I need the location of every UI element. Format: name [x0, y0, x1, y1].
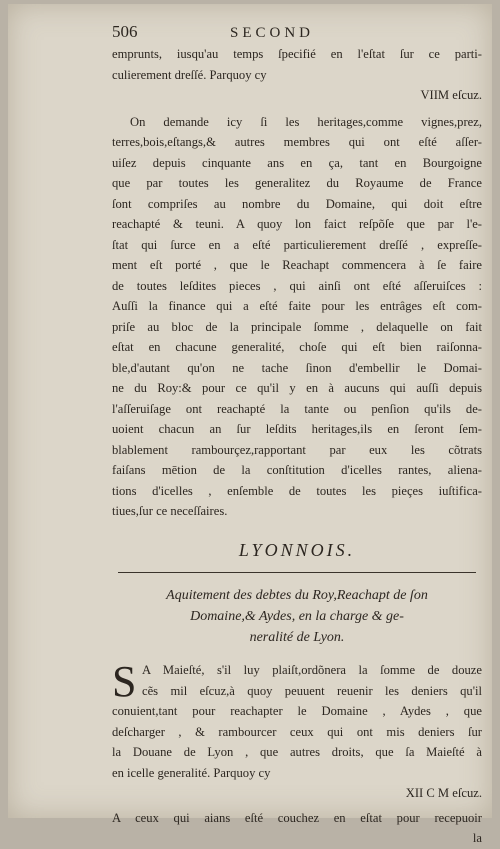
text-line: priſe au bloc de la principale ſomme , delaquelle on fait — [112, 319, 482, 334]
text-line: uiſez depuis cinquante ans en ça, tant en Bourgoigne — [112, 155, 482, 170]
text-line: la Douane de Lyon , que autres droits, que ſa Maieſté à — [112, 745, 482, 759]
drop-cap: S — [112, 657, 137, 706]
text-line: que par toutes les generalitez du Royaume de France — [112, 176, 482, 190]
text-line: tions d'icelles , enſemble de toutes les pieçes iuſtifica- — [112, 483, 482, 498]
text-line: A ceux qui aians eſté couchez en eſtat pour recepuoir — [112, 810, 482, 825]
text-line: ſtat qui ſurce en a eſté particulierement dreſſé , expreſſe- — [112, 237, 482, 252]
text-line: terres,bois,eſtangs,& autres membres qui ont eſté aſſer- — [112, 135, 482, 149]
amount-line: VIIM eſcuz. — [420, 88, 482, 102]
text-line: culierement dreſſé. Parquoy cy — [112, 67, 267, 82]
text-line: cẽs mil eſcuz,à quoy peuuent reuenir les deniers qu'il — [142, 683, 482, 698]
text-line: en icelle generalité. Parquoy cy — [112, 765, 271, 780]
text-line: faiſans mētion de la conſtitution d'icelles rantes, aliena- — [112, 463, 482, 477]
text-line: emprunts, iusqu'au temps ſpecifié en l'eſtat ſur ce parti- — [112, 47, 482, 61]
closing-text — [112, 808, 482, 849]
text-line: uoient chacun an ſur leſdits heritages,ils en ſeront ſem- — [112, 422, 482, 436]
text-line: ment eſt porté , que le Reachapt commencera à ſe faire — [112, 258, 482, 272]
text-line: l'aſſeruiſage ont reachapté la tante ou penſion qu'ils de- — [112, 401, 482, 416]
section-subtitle — [112, 585, 482, 648]
amount-line: XII C M eſcuz. — [405, 786, 482, 800]
page-header — [112, 22, 482, 44]
subtitle-line: neralité de Lyon. — [249, 630, 345, 645]
subtitle-line: Aquitement des debtes du Roy,Reachapt de ſon — [166, 588, 428, 603]
subtitle-line: Domaine,& Aydes, en la charge & ge- — [190, 609, 404, 624]
text-line: On demande icy ſi les heritages,comme vignes,prez, — [130, 114, 482, 129]
text-line: de toutes leſdites pieces , qui ainſi ont eſté aſſeruiſces : — [112, 278, 482, 293]
text-line: conuient,tant pour reachapter le Domaine , Aydes , que — [112, 704, 482, 718]
running-title: SECOND — [230, 25, 315, 41]
catchword: la — [472, 831, 482, 845]
page-text — [112, 22, 482, 849]
page-number: 506 — [112, 22, 138, 41]
section-title: LYONNOIS. — [238, 539, 356, 560]
text-line: ſont compriſes au nombre du Domaine, qui doit eſtre — [112, 196, 482, 211]
text-line: deſcharger , & rambourcer ceux qui ont mis deniers ſur — [112, 724, 482, 739]
text-line: eſtat en chacune generalité, choſe qui eſt bien raiſonna- — [112, 340, 482, 354]
paragraph-lyon — [112, 657, 482, 804]
text-line: Auſſi la finance qui a eſté faite pour les entrâges eſt com- — [112, 299, 482, 313]
book-page — [8, 4, 492, 845]
text-line: A Maieſté, s'il luy plaiſt,ordõnera la ſomme de douze — [142, 663, 482, 677]
continued-text — [112, 44, 482, 106]
paragraph-heritages — [112, 112, 482, 522]
text-line: ble,d'autant qu'on ne tache ſinon d'embellir le Domai- — [112, 360, 482, 375]
text-line: blablement rambourçez,rapportant par eux les cõtrats — [112, 442, 482, 457]
divider — [118, 572, 476, 573]
text-line: reachapté & teuni. A quoy lon faict reſpõſe que par l'e- — [112, 217, 482, 231]
text-line: tiues,ſur ce neceſſaires. — [112, 504, 228, 518]
text-line: ne du Roy:& pour ce qu'il y en à aucuns qui auſſi depuis — [112, 381, 482, 395]
